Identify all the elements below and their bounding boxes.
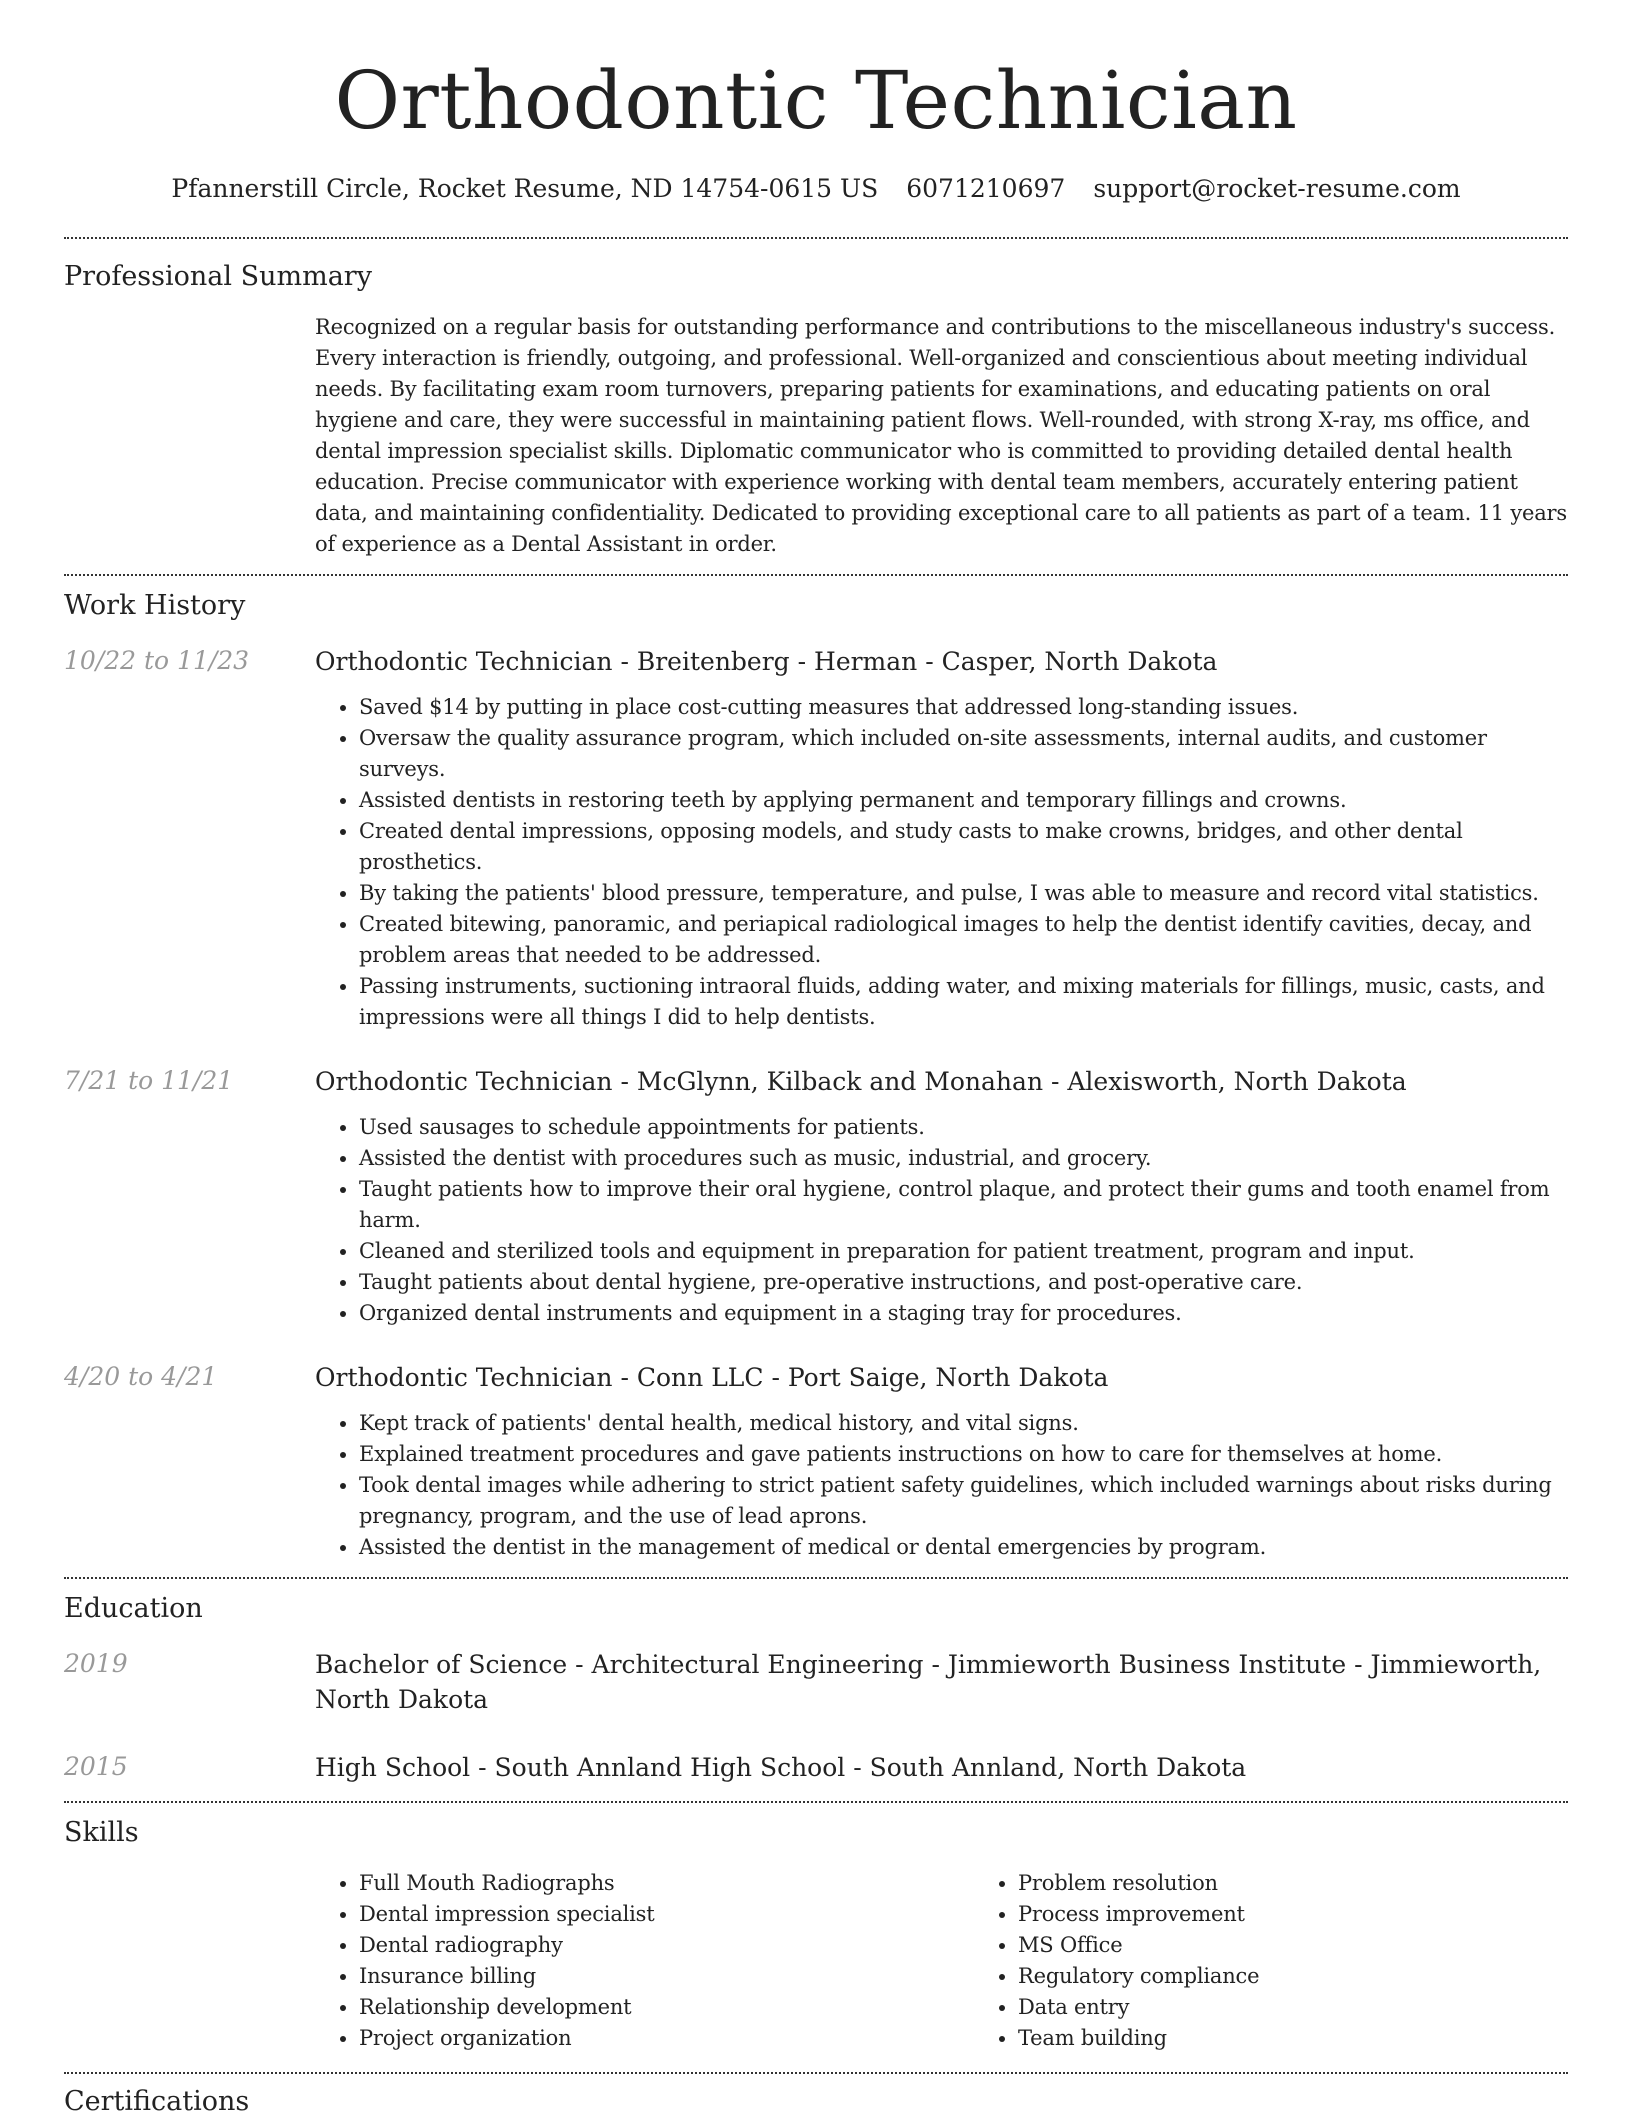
job-bullet: • Created dental impressions, opposing models, and study casts to make crowns, bridges, and other dental prosthetics. [359,816,1568,878]
job-bullet: • Explained treatment procedures and gave patients instructions on how to care for themselves at home. [359,1439,1568,1470]
job-heading: Orthodontic Technician - McGlynn, Kilback and Monahan - Alexisworth, North Dakota [315,1067,1407,1096]
job-bullet: • Saved $14 by putting in place cost-cutting measures that addressed long-standing issues. [359,692,1568,723]
candidate-name: Orthodontic Technician [334,54,1298,147]
skill-item: • Full Mouth Radiographs [359,1868,974,1899]
certifications-section [64,2074,1568,2120]
education-section [64,1579,1568,1785]
contact-address: Pfannerstill Circle, Rocket Resume, ND 14754-0615 US [171,174,879,203]
job-bullet: • Created bitewing, panoramic, and periapical radiological images to help the dentist identify cavities, decay, and problem areas that needed to be addressed. [359,909,1568,971]
education-heading: High School - South Annland High School - South Annland, North Dakota [315,1753,1247,1782]
skill-item: • Dental radiography [359,1930,974,1961]
skills-list-left [315,1868,974,2054]
education-year: 2019 [64,1649,128,1678]
skill-item: • Project organization [359,2023,974,2054]
job-bullet: • Oversaw the quality assurance program, which included on-site assessments, internal audits, and customer surveys. [359,723,1568,785]
job-bullet: • Passing instruments, suctioning intraoral fluids, adding water, and mixing materials for fillings, music, casts, and impressions were all things I did to help dentists. [359,971,1568,1033]
section-title-education: Education [64,1593,203,1624]
job-heading: Orthodontic Technician - Breitenberg - Herman - Casper, North Dakota [315,647,1218,676]
job-bullets [315,692,1568,1033]
skill-item: • Problem resolution [1018,1868,1632,1899]
job-bullet: • Assisted the dentist in the management of medical or dental emergencies by program. [359,1532,1568,1563]
job-heading: Orthodontic Technician - Conn LLC - Port Saige, North Dakota [315,1363,1109,1392]
job-bullet: • Organized dental instruments and equipment in a staging tray for procedures. [359,1298,1568,1329]
job-bullet: • Took dental images while adhering to strict patient safety guidelines, which included warnings about risks during pregnancy, program, and the use of lead aprons. [359,1470,1568,1532]
job-dates: 4/20 to 4/21 [64,1362,218,1391]
skills-list-right [974,1868,1632,2054]
education-entry [64,1750,1568,1785]
job-entry [64,1360,1568,1563]
skill-item: • Regulatory compliance [1018,1961,1632,1992]
work-history-section [64,576,1568,1563]
job-entry [64,1064,1568,1329]
contact-email: support@rocket-resume.com [1093,174,1461,203]
contact-line [64,172,1568,206]
job-bullet: • Taught patients how to improve their oral hygiene, control plaque, and protect their gums and tooth enamel from harm. [359,1174,1568,1236]
job-bullet: • Assisted dentists in restoring teeth by applying permanent and temporary fillings and crowns. [359,785,1568,816]
skills-section [64,1803,1568,2054]
job-entry [64,644,1568,1033]
skill-item: • Insurance billing [359,1961,974,1992]
section-title-work-history: Work History [64,590,246,621]
summary-section [64,239,1568,560]
job-bullet: • Cleaned and sterilized tools and equipment in preparation for patient treatment, program and input. [359,1236,1568,1267]
skill-item: • Process improvement [1018,1899,1632,1930]
job-bullet: • Used sausages to schedule appointments for patients. [359,1112,1568,1143]
job-dates: 7/21 to 11/21 [64,1066,234,1095]
job-bullets [315,1408,1568,1563]
education-heading: Bachelor of Science - Architectural Engineering - Jimmieworth Business Institute - Jimmieworth, North Dakota [315,1650,1542,1714]
job-bullet: • Assisted the dentist with procedures such as music, industrial, and grocery. [359,1143,1568,1174]
job-bullet: • Taught patients about dental hygiene, pre-operative instructions, and post-operative care. [359,1267,1568,1298]
skill-item: • Team building [1018,2023,1632,2054]
skill-item: • Dental impression specialist [359,1899,974,1930]
summary-text: Recognized on a regular basis for outstanding performance and contributions to the miscellaneous industry's success. Every interaction is friendly, outgoing, and professional. Well-organized and conscientious about meeting individual needs. By facilitating exam room turnovers, preparing patients for examinations, and educating patients on oral hygiene and care, they were successful in maintaining patient flows. Well-rounded, with strong X-ray, ms office, and dental impression specialist skills. Diplomatic communicator who is committed to providing detailed dental health education. Precise communicator with experience working with dental team members, accurately entering patient data, and maintaining confidentiality. Dedicated to providing exceptional care to all patients as part of a team. 11 years of experience as a Dental Assistant in order. [315,315,1567,556]
job-bullet: • Kept track of patients' dental health, medical history, and vital signs. [359,1408,1568,1439]
skill-item: • Relationship development [359,1992,974,2023]
section-title-skills: Skills [64,1817,139,1848]
contact-phone: 6071210697 [906,174,1066,203]
job-bullet: • By taking the patients' blood pressure, temperature, and pulse, I was able to measure and record vital statistics. [359,878,1568,909]
education-year: 2015 [64,1752,128,1781]
resume-header [64,0,1568,206]
education-entry [64,1647,1568,1717]
section-title-summary: Professional Summary [64,261,372,292]
job-dates: 10/22 to 11/23 [64,646,250,675]
skill-item: • Data entry [1018,1992,1632,2023]
job-bullets [315,1112,1568,1329]
section-title-certifications: Certifications [64,2086,250,2117]
skill-item: • MS Office [1018,1930,1632,1961]
